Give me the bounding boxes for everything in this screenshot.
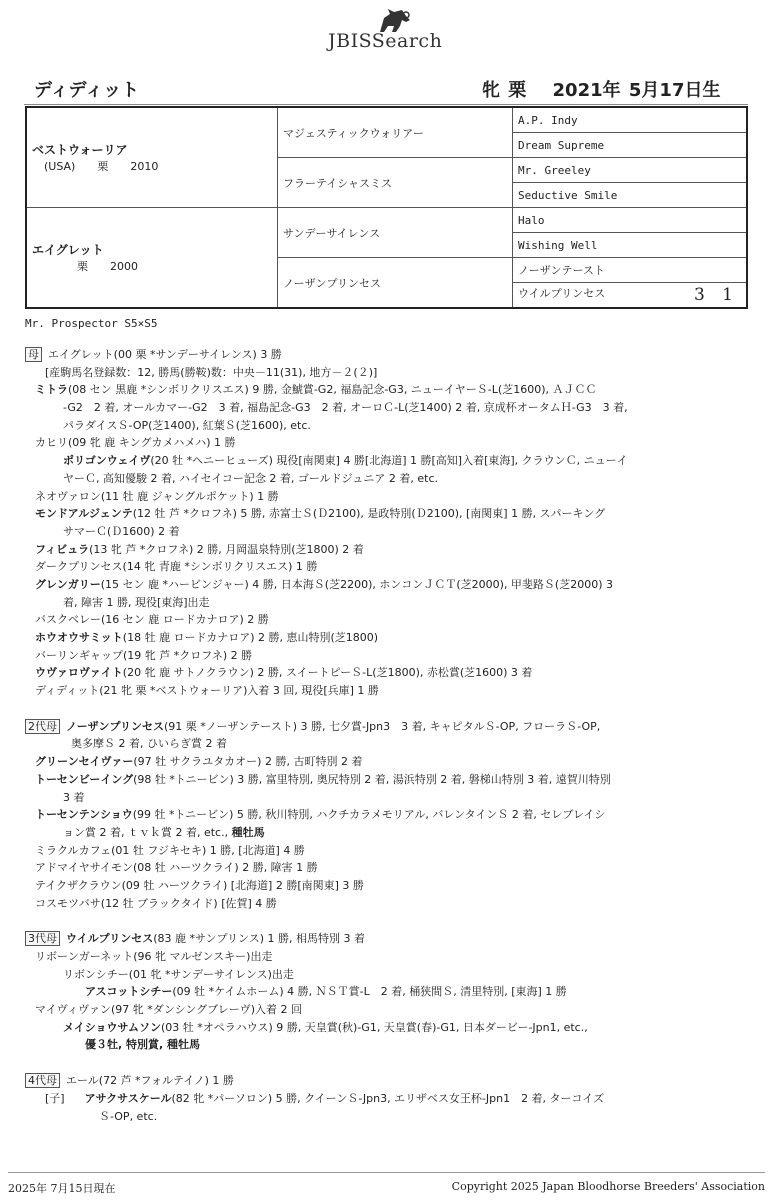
offspring-name[interactable]: ウヴァロヴァイト [35, 666, 123, 680]
record-line [25, 1108, 755, 1126]
record-line [25, 434, 755, 452]
dam-sire[interactable]: サンデーサイレンス [278, 208, 513, 258]
offspring-line: マイヴィヴァン(97 牝 *ダンシングブレーヴ)入着 2 回 [35, 1003, 302, 1017]
record-line [25, 930, 755, 948]
title-divider [24, 104, 748, 105]
offspring-name[interactable]: トーセンテンショウ [35, 808, 133, 822]
g3-ancestor[interactable]: A.P. Indy [513, 107, 748, 133]
offspring-name[interactable]: モンドアルジェンテ [35, 507, 133, 521]
offspring-name[interactable]: トーセンビーイング [35, 772, 134, 786]
offspring-line: アドマイヤサイモン(08 牡 ハーツクライ) 2 勝, 障害 1 勝 [35, 861, 318, 875]
record-line [25, 364, 755, 382]
offspring-record: (82 牝 *パーソロン) 5 勝, クイーンＳ-Jpn3, エリザベス女王杯-Jpn1 2 着, ターコイズ [171, 1091, 605, 1105]
offspring-name[interactable]: ポリゴンウェイヴ [63, 454, 151, 468]
section-tag-3rd-dam: 3代母 [25, 931, 60, 946]
footer-divider [8, 1172, 765, 1173]
offspring-record: (13 牝 芦 *クロフネ) 2 勝, 月岡温泉特別(芝1800) 2 着 [89, 542, 364, 556]
record-line [25, 346, 755, 364]
offspring-line: ディディット(21 牝 栗 *ベストウォーリア)入着 3 回, 現役[兵庫] 1 勝 [35, 684, 379, 698]
offspring-record: (97 牡 サクラユタカオー) 2 勝, 古町特別 2 着 [133, 755, 363, 769]
offspring-line: テイクザクラウン(09 牡 ハーツクライ) [北海道] 2 勝[南関東] 3 勝 [35, 878, 364, 892]
record-line [25, 983, 755, 1001]
offspring-name[interactable]: フィビュラ [35, 542, 90, 556]
dam-origin: 栗 2000 [44, 260, 138, 273]
record-line [25, 753, 755, 771]
offspring-line: ネオヴァロン(11 牡 鹿 ジャングルポケット) 1 勝 [35, 489, 279, 503]
offspring-record: (15 セン 鹿 *ハービンジャー) 4 勝, 日本海Ｓ(芝2200), ホンコンＪＣＴ(芝2000), 甲斐路Ｓ(芝2000) 3 [100, 577, 614, 591]
stallion-mark: 種牡馬 [231, 825, 265, 839]
family-records [25, 346, 755, 1125]
offspring-record: (03 牡 *オペラハウス) 9 勝, 天皇賞(秋)-G1, 天皇賞(春)-G1, 日本ダービー-Jpn1, etc., [161, 1020, 588, 1034]
offspring-record: ヤーＣ, 高知優駿 2 着, ハイセイコー記念 2 着, ゴールドジュニア 2 着, etc. [63, 471, 439, 485]
section-tag-2nd-dam: 2代母 [25, 719, 60, 734]
second-dam-record: 奥多摩Ｓ 2 着, ひいらぎ賞 2 着 [71, 737, 227, 751]
record-line [25, 611, 755, 629]
record-line [25, 1019, 755, 1037]
copyright: Copyright 2025 Japan Bloodhorse Breeders' Association [451, 1180, 765, 1193]
record-line [25, 966, 755, 984]
as-of-date: 2025年 7月15日現在 [8, 1182, 116, 1195]
record-line [25, 682, 755, 700]
sire-dam[interactable]: フラーテイシャスミス [278, 158, 513, 208]
third-dam-record: (83 鹿 *サンプリンス) 1 勝, 相馬特別 3 着 [153, 932, 365, 946]
dam-dam[interactable]: ノーザンプリンセス [278, 258, 513, 309]
second-dam-record: (91 栗 *ノーザンテースト) 3 勝, 七夕賞-Jpn3 3 着, キャピタルＳ-OP, フローラＳ-OP, [164, 719, 601, 733]
record-line [25, 399, 755, 417]
record-line [25, 718, 755, 736]
child-tag: [子] [45, 1091, 65, 1105]
offspring-line: ミラクルカフェ(01 牡 フジキセキ) 1 勝, [北海道] 4 勝 [35, 843, 305, 857]
record-line [25, 505, 755, 523]
dam-cell [26, 208, 278, 309]
record-line [25, 647, 755, 665]
dam-name[interactable]: エイグレット [32, 243, 104, 257]
offspring-name[interactable]: グレンガリー [35, 577, 101, 591]
record-line [25, 417, 755, 435]
sire-origin: (USA) 栗 2010 [44, 160, 159, 173]
progeny-summary: [産駒馬名登録数：12, 勝馬(勝鞍)数：中央－11(31), 地方－２(２)] [45, 365, 378, 379]
record-line [25, 1036, 755, 1054]
offspring-line: リボーンガーネット(96 牝 マルゼンスキー)出走 [35, 950, 273, 963]
second-dam-name[interactable]: ノーザンプリンセス [66, 719, 165, 733]
record-line [25, 859, 755, 877]
offspring-record: (20 牡 *ヘニーヒューズ) 現役[南関東] 4 勝[北海道] 1 勝[高知]入着[東海], クラウンＣ, ニューイ [150, 454, 628, 468]
g3-ancestor[interactable]: Wishing Well [513, 233, 748, 258]
g3-ancestor[interactable]: Seductive Smile [513, 183, 748, 208]
record-line [25, 1090, 755, 1108]
record-line [25, 842, 755, 860]
offspring-record: (18 牡 鹿 ロードカナロア) 2 勝, 恵山特別(芝1800) [122, 631, 379, 644]
offspring-line: バーリンギャップ(19 牝 芦 *クロフネ) 2 勝 [35, 648, 253, 662]
family-code: 3 1 [693, 285, 739, 305]
offspring-record: (09 牡 *ケイムホーム) 4 勝, ＮＳＴ賞-L 2 着, 桶狭間Ｓ, 清里特別, [東海] 1 勝 [172, 985, 567, 999]
record-line [25, 470, 755, 488]
offspring-name[interactable]: ミトラ [35, 383, 68, 397]
record-line [25, 576, 755, 594]
offspring-record: 着, 障害 1 勝, 現役[東海]出走 [63, 595, 210, 609]
section-tag-dam: 母 [25, 347, 42, 362]
record-line [25, 629, 755, 647]
offspring-record: (99 牡 *トニービン) 5 勝, 秋川特別, ハクチカラメモリアル, バレンタインＳ 2 着, セレブレイシ [132, 808, 606, 822]
record-line [25, 1072, 755, 1090]
fourth-dam-line: エール(72 芦 *フォルテイノ) 1 勝 [66, 1074, 234, 1088]
offspring-line: カヒリ(09 牝 鹿 キングカメハメハ) 1 勝 [35, 436, 236, 450]
record-line [25, 381, 755, 399]
record-line [25, 771, 755, 789]
record-line [25, 735, 755, 753]
offspring-line: リボンシチー(01 牝 *サンデーサイレンス)出走 [63, 967, 294, 981]
record-line [25, 452, 755, 470]
offspring-record: (98 牡 *トニービン) 3 勝, 富里特別, 奥尻特別 2 着, 湯浜特別 2 着, 磐梯山特別 3 着, 遠賀川特別 [133, 772, 611, 786]
offspring-record: パラダイスＳ-OP(芝1400), 紅葉Ｓ(芝1600), etc. [63, 418, 311, 432]
offspring-record: -G2 2 着, オールカマー-G2 3 着, 福島記念-G3 2 着, オーロＣ-L(芝1400) 2 着, 京成杯オータムＨ-G3 3 着, [63, 401, 628, 415]
record-line [25, 541, 755, 559]
offspring-name[interactable]: アサクサスケール [84, 1091, 172, 1105]
record-line [25, 824, 755, 842]
record-line [25, 877, 755, 895]
record-line [25, 558, 755, 576]
offspring-record: (20 牝 鹿 サトノクラウン) 2 勝, スイートピーＳ-L(芝1800), 赤松賞(芝1600) 3 着 [122, 666, 533, 680]
third-dam-name[interactable]: ウイルプリンセス [66, 932, 154, 946]
dam-line: エイグレット(00 栗 *サンデーサイレンス) 3 勝 [48, 348, 282, 361]
record-line [25, 488, 755, 506]
offspring-record: サマーＣ(Ｄ1600) 2 着 [63, 524, 180, 538]
record-line [25, 664, 755, 682]
g3-ancestor-last [513, 283, 748, 309]
jbis-logo[interactable] [328, 6, 458, 56]
offspring-line: ダークプリンセス(14 牝 青鹿 *シンボリクリスエス) 1 勝 [35, 560, 318, 574]
record-line [25, 806, 755, 824]
sire-name[interactable]: ベストウォーリア [32, 143, 128, 157]
offspring-line: コスモツバサ(12 牡 ブラックタイド) [佐賀] 4 勝 [35, 896, 277, 910]
offspring-record: ョン賞 2 着, ｔｖｋ賞 2 着, etc., [63, 825, 232, 839]
logo-text: JBISSearch [328, 30, 443, 52]
g3-ancestor[interactable]: ウイルプリンセス [518, 287, 606, 300]
offspring-name[interactable]: アスコットシチー [85, 985, 173, 999]
record-line [25, 789, 755, 807]
sire-sire[interactable]: マジェスティックウォリアー [278, 107, 513, 158]
offspring-name[interactable]: グリーンセイヴァー [35, 755, 134, 769]
horse-name: ディディット [34, 80, 140, 101]
offspring-record: (12 牡 芦 *クロフネ) 5 勝, 赤富士Ｓ(Ｄ2100), 是政特別(Ｄ2100), [南関東] 1 勝, スパーキング [132, 507, 606, 521]
offspring-record: (08 セン 黒鹿 *シンボリクリスエス) 9 勝, 金鯱賞-G2, 福島記念-G3, ニューイヤーＳ-L(芝1600), ＡＪＣＣ [68, 383, 597, 397]
sire-cell [26, 107, 278, 208]
horse-sex-color-birth: 牝 栗 2021年 5月17日生 [482, 80, 721, 101]
offspring-name[interactable]: メイショウサムソン [63, 1020, 162, 1034]
pedigree-table [25, 106, 748, 309]
offspring-record: 3 着 [63, 790, 85, 804]
g3-ancestor[interactable]: Mr. Greeley [513, 158, 748, 183]
offspring-record: 優３牡, 特別賞, 種牡馬 [85, 1038, 201, 1052]
record-line [25, 895, 755, 913]
section-tag-4th-dam: 4代母 [25, 1073, 60, 1088]
inbreeding-cross: Mr. Prospector S5×S5 [25, 317, 158, 330]
offspring-line: バスクベレー(16 セン 鹿 ロードカナロア) 2 勝 [35, 613, 269, 627]
offspring-record: Ｓ-OP, etc. [99, 1109, 158, 1123]
g3-ancestor[interactable]: ノーザンテースト [513, 258, 748, 283]
g3-ancestor[interactable]: Dream Supreme [513, 133, 748, 158]
offspring-name[interactable]: ホウオウサミット [35, 631, 123, 644]
record-line [25, 948, 755, 966]
record-line [25, 594, 755, 612]
record-line [25, 1001, 755, 1019]
g3-ancestor[interactable]: Halo [513, 208, 748, 233]
record-line [25, 523, 755, 541]
